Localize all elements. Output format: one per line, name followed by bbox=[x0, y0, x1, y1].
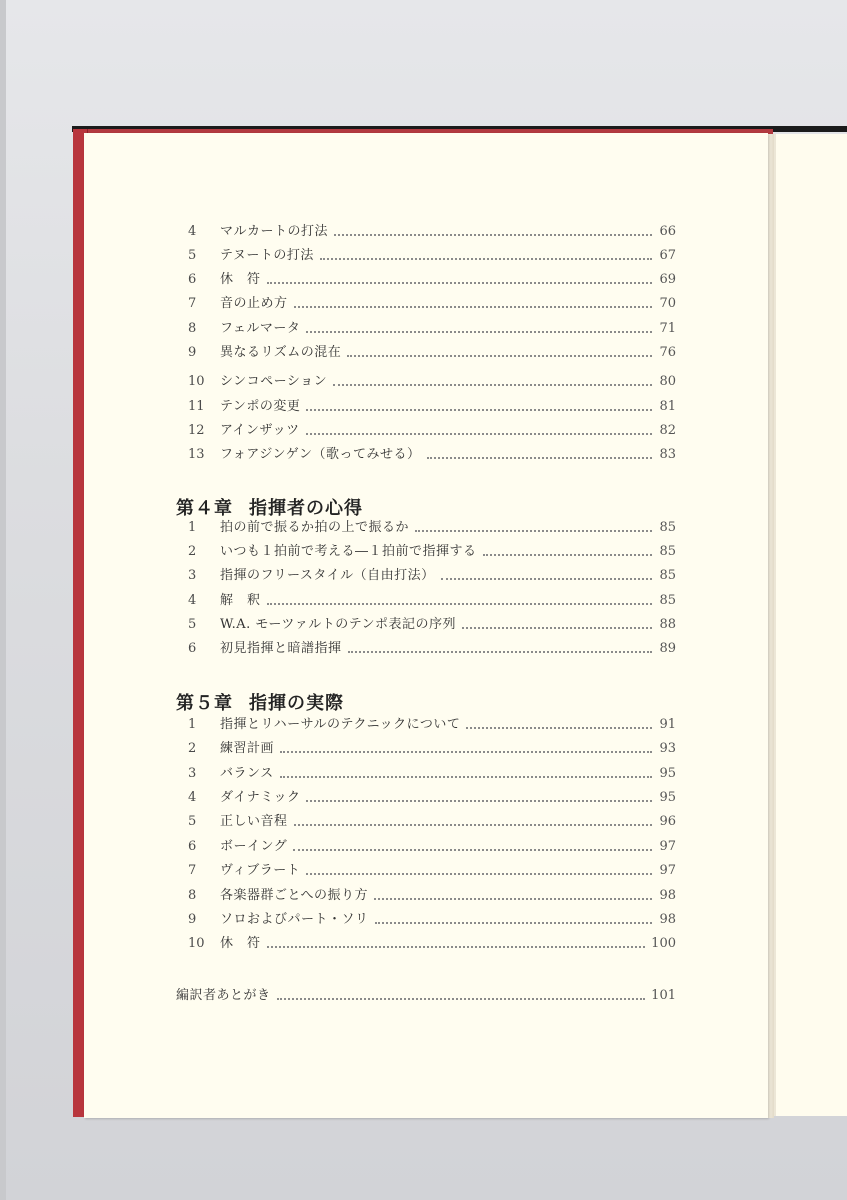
entry-page: 67 bbox=[659, 248, 676, 263]
entry-number: 2 bbox=[188, 741, 197, 756]
entry-title: フォアジンゲン（歌ってみせる） bbox=[220, 447, 421, 462]
toc-entry-afterword bbox=[176, 984, 676, 1004]
toc-entry bbox=[188, 395, 676, 415]
leader-dots bbox=[280, 750, 652, 753]
entry-page: 71 bbox=[659, 321, 676, 336]
toc-entry bbox=[188, 786, 676, 806]
toc-entry bbox=[188, 292, 676, 312]
entry-title: ソロおよびパート・ソリ bbox=[220, 912, 369, 927]
scanner-edge bbox=[0, 0, 6, 1200]
toc-entry bbox=[188, 244, 676, 264]
entry-title: 休 符 bbox=[220, 272, 261, 287]
entry-number: 12 bbox=[188, 423, 205, 438]
entry-page: 66 bbox=[659, 224, 676, 239]
toc-entry bbox=[188, 317, 676, 337]
toc-entry bbox=[188, 762, 676, 782]
leader-dots bbox=[415, 529, 652, 532]
toc-entry bbox=[188, 637, 676, 657]
entry-title: 休 符 bbox=[220, 936, 261, 951]
entry-title: マルカートの打法 bbox=[220, 224, 329, 239]
leader-dots bbox=[267, 945, 646, 948]
entry-page: 97 bbox=[659, 839, 676, 854]
entry-title: 拍の前で振るか拍の上で振るか bbox=[220, 520, 410, 535]
entry-number: 13 bbox=[188, 447, 205, 462]
entry-page: 91 bbox=[659, 717, 676, 732]
entry-page: 85 bbox=[659, 544, 676, 559]
toc-entry bbox=[188, 908, 676, 928]
leader-dots bbox=[427, 456, 653, 459]
entry-page: 96 bbox=[659, 814, 676, 829]
leader-dots bbox=[294, 305, 652, 308]
entry-page: 95 bbox=[659, 766, 676, 781]
entry-number: 1 bbox=[188, 717, 197, 732]
entry-number: 3 bbox=[188, 766, 197, 781]
page-gutter bbox=[768, 134, 774, 1118]
leader-dots bbox=[348, 650, 652, 653]
toc-entry bbox=[188, 341, 676, 361]
entry-number: 10 bbox=[188, 936, 205, 951]
entry-page: 89 bbox=[659, 641, 676, 656]
chapter-heading bbox=[176, 689, 344, 715]
chapter-label: 第４章 bbox=[176, 498, 233, 519]
toc-entry bbox=[188, 564, 676, 584]
leader-dots bbox=[306, 872, 652, 875]
entry-number: 5 bbox=[188, 814, 197, 829]
entry-title: アインザッツ bbox=[220, 423, 300, 438]
toc-entry bbox=[188, 713, 676, 733]
toc-entry bbox=[188, 419, 676, 439]
leader-dots bbox=[280, 775, 652, 778]
entry-title: テンポの変更 bbox=[220, 399, 301, 414]
leader-dots bbox=[293, 848, 652, 851]
entry-number: 6 bbox=[188, 272, 197, 287]
entry-number: 10 bbox=[188, 374, 205, 389]
leader-dots bbox=[320, 257, 652, 260]
entry-title: 指揮のフリースタイル（自由打法） bbox=[220, 568, 435, 583]
leader-dots bbox=[347, 354, 652, 357]
entry-title: 正しい音程 bbox=[220, 814, 288, 829]
leader-dots bbox=[334, 233, 652, 236]
toc-entry bbox=[188, 810, 676, 830]
entry-title: ボーイング bbox=[220, 839, 288, 854]
toc-entry bbox=[188, 589, 676, 609]
toc-entry bbox=[188, 220, 676, 240]
entry-number: 3 bbox=[188, 568, 197, 583]
leader-dots bbox=[294, 823, 652, 826]
entry-number: 5 bbox=[188, 617, 197, 632]
entry-page: 82 bbox=[659, 423, 676, 438]
entry-number: 1 bbox=[188, 520, 197, 535]
toc-entry bbox=[188, 516, 676, 536]
entry-title: 練習計画 bbox=[220, 741, 275, 756]
toc-entry bbox=[188, 613, 676, 633]
entry-number: 8 bbox=[188, 321, 197, 336]
entry-title: ダイナミック bbox=[220, 790, 301, 805]
entry-page: 98 bbox=[659, 912, 676, 927]
entry-number: 5 bbox=[188, 248, 197, 263]
entry-title: 初見指揮と暗譜指揮 bbox=[220, 641, 342, 656]
entry-page: 76 bbox=[659, 345, 676, 360]
toc-entry bbox=[188, 370, 676, 390]
leader-dots bbox=[462, 626, 652, 629]
leader-dots bbox=[306, 408, 652, 411]
entry-title: 指揮とリハーサルのテクニックについて bbox=[220, 717, 461, 732]
chapter-label: 第５章 bbox=[176, 693, 233, 714]
toc-entry bbox=[188, 737, 676, 757]
entry-number: 6 bbox=[188, 839, 197, 854]
entry-number: 11 bbox=[188, 399, 205, 414]
facing-page bbox=[773, 134, 847, 1116]
leader-dots bbox=[375, 921, 652, 924]
leader-dots bbox=[306, 330, 652, 333]
entry-page: 93 bbox=[659, 741, 676, 756]
entry-title: シンコペーション bbox=[220, 374, 328, 389]
entry-title: 音の止め方 bbox=[220, 296, 288, 311]
entry-number: 2 bbox=[188, 544, 197, 559]
chapter-title: 指揮の実際 bbox=[249, 693, 344, 714]
entry-page: 100 bbox=[651, 936, 676, 951]
leader-dots bbox=[483, 553, 652, 556]
entry-page: 83 bbox=[659, 447, 676, 462]
entry-page: 97 bbox=[659, 863, 676, 878]
entry-page: 70 bbox=[659, 296, 676, 311]
entry-number: 6 bbox=[188, 641, 197, 656]
leader-dots bbox=[306, 799, 652, 802]
chapter-title: 指揮者の心得 bbox=[249, 498, 363, 519]
entry-page: 85 bbox=[659, 593, 676, 608]
entry-title: W.A. モーツァルトのテンポ表記の序列 bbox=[220, 617, 457, 632]
entry-title: 各楽器群ごとへの振り方 bbox=[220, 888, 368, 903]
toc-entry bbox=[188, 540, 676, 560]
entry-page: 88 bbox=[659, 617, 676, 632]
entry-number: 4 bbox=[188, 593, 197, 608]
leader-dots bbox=[333, 383, 652, 386]
toc-entry bbox=[188, 443, 676, 463]
entry-number: 9 bbox=[188, 912, 197, 927]
entry-page: 80 bbox=[659, 374, 676, 389]
leader-dots bbox=[277, 997, 646, 1000]
toc-entry bbox=[188, 884, 676, 904]
entry-number: 7 bbox=[188, 296, 197, 311]
leader-dots bbox=[267, 602, 652, 605]
entry-title: 解 釈 bbox=[220, 593, 261, 608]
entry-number: 7 bbox=[188, 863, 197, 878]
entry-title: バランス bbox=[220, 766, 274, 781]
toc-entry bbox=[188, 859, 676, 879]
entry-page: 85 bbox=[659, 568, 676, 583]
toc-entry bbox=[188, 932, 676, 952]
entry-page: 69 bbox=[659, 272, 676, 287]
entry-page: 85 bbox=[659, 520, 676, 535]
entry-number: 4 bbox=[188, 790, 197, 805]
leader-dots bbox=[267, 281, 652, 284]
entry-title: 編訳者あとがき bbox=[176, 988, 271, 1003]
leader-dots bbox=[306, 432, 652, 435]
entry-number: 9 bbox=[188, 345, 197, 360]
entry-title: フェルマータ bbox=[220, 321, 301, 336]
entry-page: 101 bbox=[651, 988, 676, 1003]
leader-dots bbox=[441, 577, 652, 580]
entry-page: 98 bbox=[659, 888, 676, 903]
entry-page: 81 bbox=[659, 399, 676, 414]
entry-title: ヴィブラート bbox=[220, 863, 301, 878]
entry-page: 95 bbox=[659, 790, 676, 805]
leader-dots bbox=[466, 726, 652, 729]
toc-entry bbox=[188, 268, 676, 288]
entry-title: テヌートの打法 bbox=[220, 248, 314, 263]
leader-dots bbox=[374, 897, 652, 900]
entry-number: 8 bbox=[188, 888, 197, 903]
entry-number: 4 bbox=[188, 224, 197, 239]
toc-entry bbox=[188, 835, 676, 855]
entry-title: いつも１拍前で考える―１拍前で指揮する bbox=[220, 544, 477, 559]
entry-title: 異なるリズムの混在 bbox=[220, 345, 342, 360]
